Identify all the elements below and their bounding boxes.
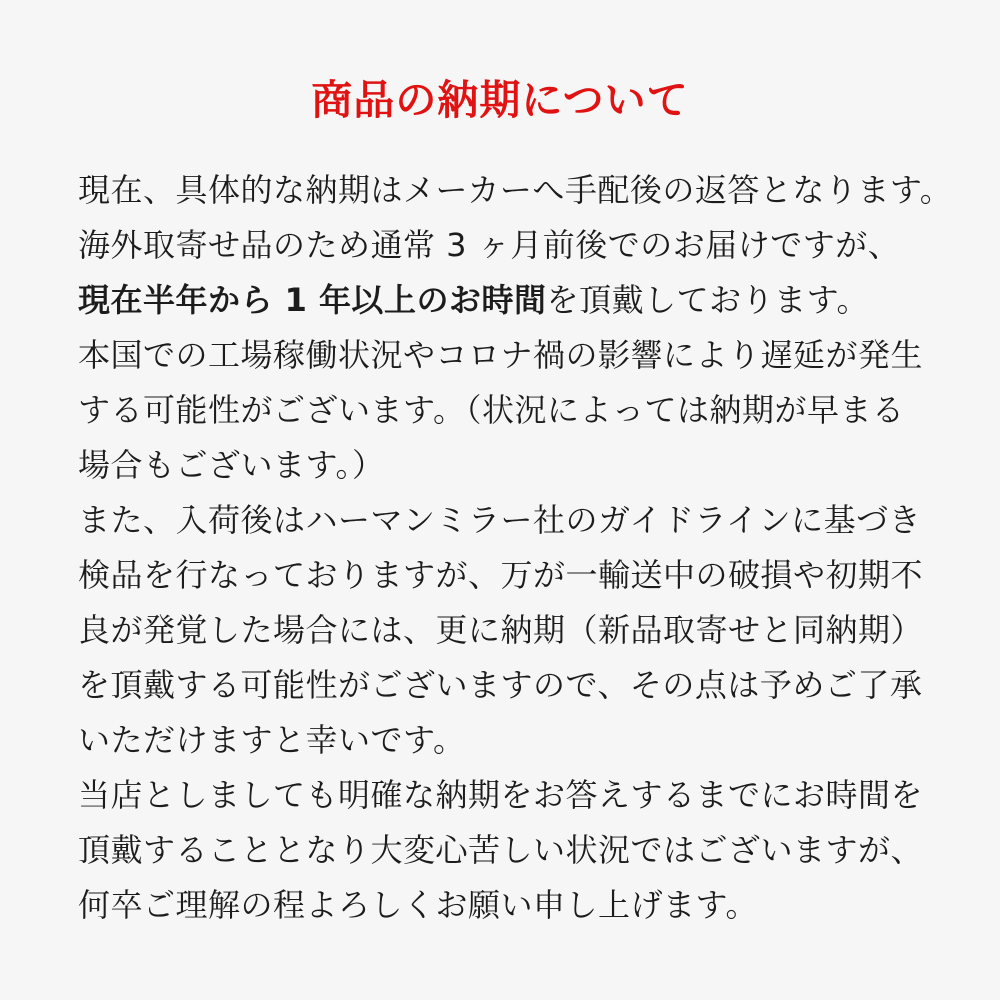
notice-line [78,218,940,273]
line-text: 当店としましても明確な納期をお答えするまでにお時間を [78,776,924,815]
notice-line [78,273,940,328]
line-text: また、入荷後はハーマンミラー社のガイドラインに基づき [78,501,922,540]
notice-line [78,548,940,603]
notice-line [78,658,940,713]
line-text-emphasis: 現在半年から 1 年以上のお時間 [78,281,547,320]
line-text: 海外取寄せ品のため通常 3 ヶ月前後でのお届けですが、 [78,226,901,265]
line-text: する可能性がございます。（状況によっては納期が早まる [78,391,905,430]
notice-line [78,328,940,383]
line-text: 検品を行なっておりますが、万が一輸送中の破損や初期不 [78,556,924,595]
notice-line [78,383,940,438]
line-text: 本国での工場稼働状況やコロナ禍の影響により遅延が発生 [78,336,924,375]
notice-line [78,823,940,878]
notice-line [78,768,940,823]
notice-body [78,163,953,933]
line-text: 何卒ご理解の程よろしくお願い申し上げます。 [78,886,758,925]
line-text: いただけますと幸いです。 [78,721,466,760]
notice-line [78,713,940,768]
notice-line [78,163,953,218]
notice-line [78,603,940,658]
line-text: を頂戴しております。 [546,281,870,320]
notice-line [78,493,940,548]
page-title: 商品の納期について [311,76,689,124]
notice-line [78,878,940,933]
line-text: 場合もございます。） [78,446,385,485]
notice-line [78,438,940,493]
line-text: を頂戴する可能性がございますので、その点は予めご了承 [78,666,923,705]
line-text: 現在、具体的な納期はメーカーへ手配後の返答となります。 [78,171,953,210]
line-text: 頂戴することとなり大変心苦しい状況ではございますが、 [78,831,924,870]
line-text: 良が発覚した場合には、更に納期（新品取寄せと同納期） [78,611,924,650]
